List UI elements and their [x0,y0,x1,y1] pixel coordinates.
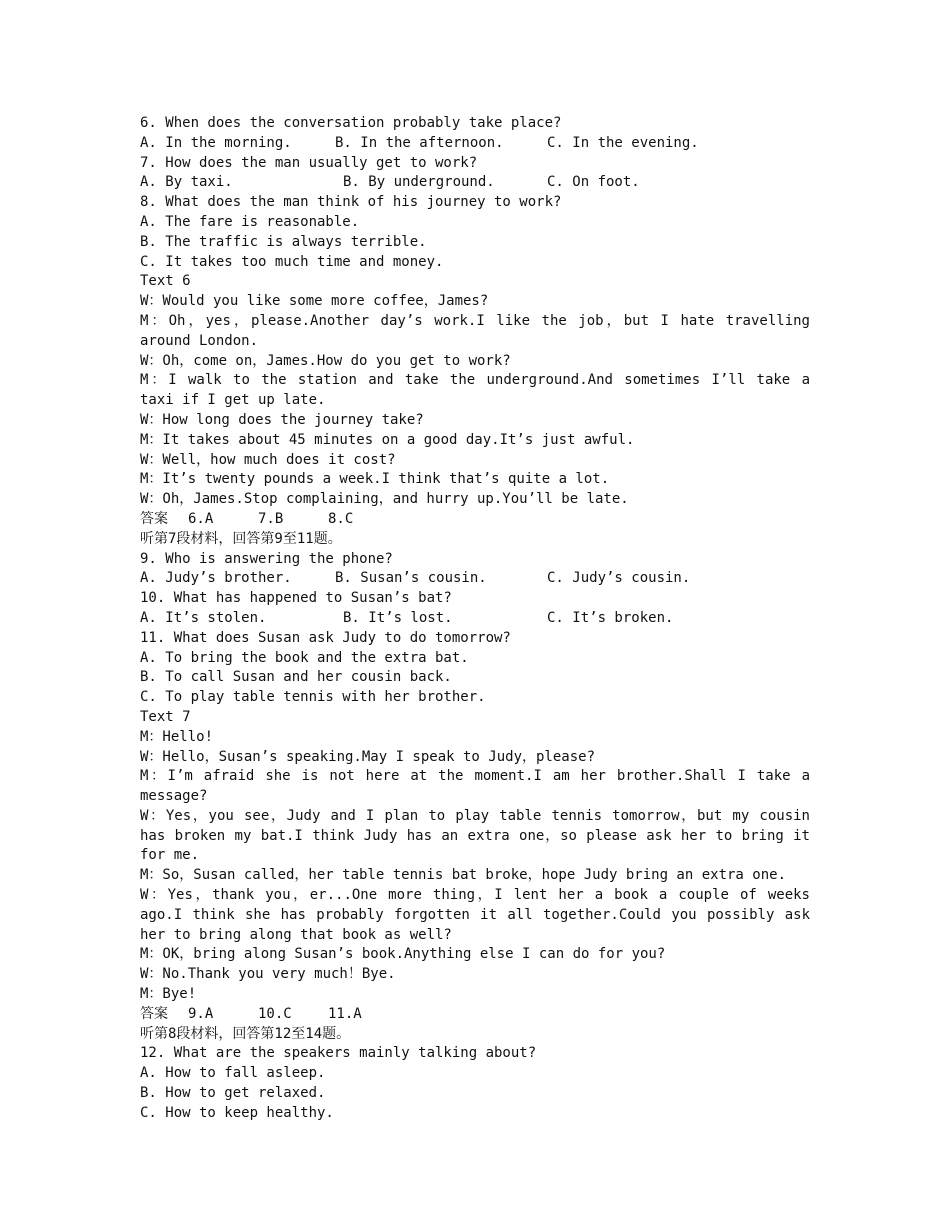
option-b: B. By underground. [343,174,495,191]
option-b: B. It’s lost. [343,609,453,626]
question-6: 6. When does the conversation probably take place? [140,115,562,131]
question-11: 11. What does Susan ask Judy to do tomorrow? [140,629,511,646]
option-a: A. It’s stolen. [140,609,267,626]
dialogue-line: W：Would you like some more coffee，James? [140,293,489,310]
answer-key [140,1005,810,1025]
answer-item: 7.B [258,510,284,527]
section-instruction: 听第8段材料，回答第12至14题。 [140,1025,351,1042]
option-b: B. The traffic is always terrible. [140,233,427,250]
dialogue-line: M：OK，bring along Susan’s book.Anything else I can do for you? [140,946,666,963]
dialogue-line: W：Well，how much does it cost? [140,451,396,468]
question-10: 10. What has happened to Susan’s bat? [140,590,452,607]
page-content [140,114,810,1124]
option-c: C. It’s broken. [547,609,674,626]
dialogue-line: W：Oh，James.Stop complaining，and hurry up.You’ll be late. [140,491,629,508]
answer-item: 6.A [188,510,214,527]
option-a: A. The fare is reasonable. [140,213,360,230]
section-instruction: 听第7段材料，回答第9至11题。 [140,530,342,547]
question-7: 7. How does the man usually get to work? [140,154,478,171]
option-a: A. How to fall asleep. [140,1065,326,1082]
dialogue-line: M：Bye! [140,986,197,1003]
dialogue-line: M：It’s twenty pounds a week.I think that’s quite a lot. [140,471,610,488]
answer-item: 9.A [188,1005,214,1022]
dialogue-line: W：How long does the journey take? [140,411,424,428]
answer-item: 8.C [328,510,354,527]
dialogue-line: W：No.Thank you very much！Bye. [140,966,396,983]
dialogue-line: M：It takes about 45 minutes on a good day.It’s just awful. [140,431,635,448]
dialogue-line: W：Hello，Susan’s speaking.May I speak to Judy，please? [140,748,596,765]
question-8: 8. What does the man think of his journey to work? [140,194,562,211]
options-row [140,609,810,629]
dialogue-line: M：So，Susan called，her table tennis bat broke，hope Judy bring an extra one. [140,867,787,884]
option-c: C. How to keep healthy. [140,1104,334,1121]
options-row [140,569,810,589]
question-12: 12. What are the speakers mainly talking about? [140,1045,537,1062]
option-a: A. To bring the book and the extra bat. [140,649,469,666]
question-9: 9. Who is answering the phone? [140,550,393,567]
option-a: A. In the morning. [140,134,292,151]
option-c: C. Judy’s cousin. [547,570,691,587]
dialogue-line: W：Yes，thank you，er...One more thing，I lent her a book a couple of weeks ago.I think she has probably forgotten it all together.Could you possibly ask her to bring along that book as well? [140,887,810,943]
option-b: B. Susan’s cousin. [335,570,487,587]
option-c: C. It takes too much time and money. [140,253,444,270]
option-c: C. To play table tennis with her brother. [140,689,486,706]
transcript-heading: Text 7 [140,708,191,725]
answer-label: 答案 [140,510,168,527]
option-a: A. Judy’s brother. [140,570,292,587]
answer-item: 10.C [258,1005,292,1022]
dialogue-line: M：I walk to the station and take the underground.And sometimes I’ll take a taxi if I get up late. [140,372,810,409]
dialogue-line: W：Yes，you see，Judy and I plan to play table tennis tomorrow，but my cousin has broken my bat.I think Judy has an extra one，so please ask her to bring it for me. [140,807,810,864]
dialogue-line: W：Oh，come on，James.How do you get to work? [140,352,511,369]
option-c: C. In the evening. [547,134,699,151]
dialogue-line: M：Hello! [140,728,214,745]
answer-key [140,510,810,530]
options-row [140,173,810,193]
option-a: A. By taxi. [140,174,233,191]
answer-item: 11.A [328,1005,362,1022]
option-b: B. In the afternoon. [335,134,504,151]
option-b: B. To call Susan and her cousin back. [140,669,452,686]
dialogue-line: M：Oh，yes，please.Another day’s work.I like the job，but I hate travelling around London. [140,312,810,349]
transcript-heading: Text 6 [140,273,191,290]
options-row [140,134,810,154]
option-b: B. How to get relaxed. [140,1085,326,1102]
answer-label: 答案 [140,1005,168,1022]
dialogue-line: M：I’m afraid she is not here at the moment.I am her brother.Shall I take a message? [140,768,810,805]
option-c: C. On foot. [547,174,640,191]
